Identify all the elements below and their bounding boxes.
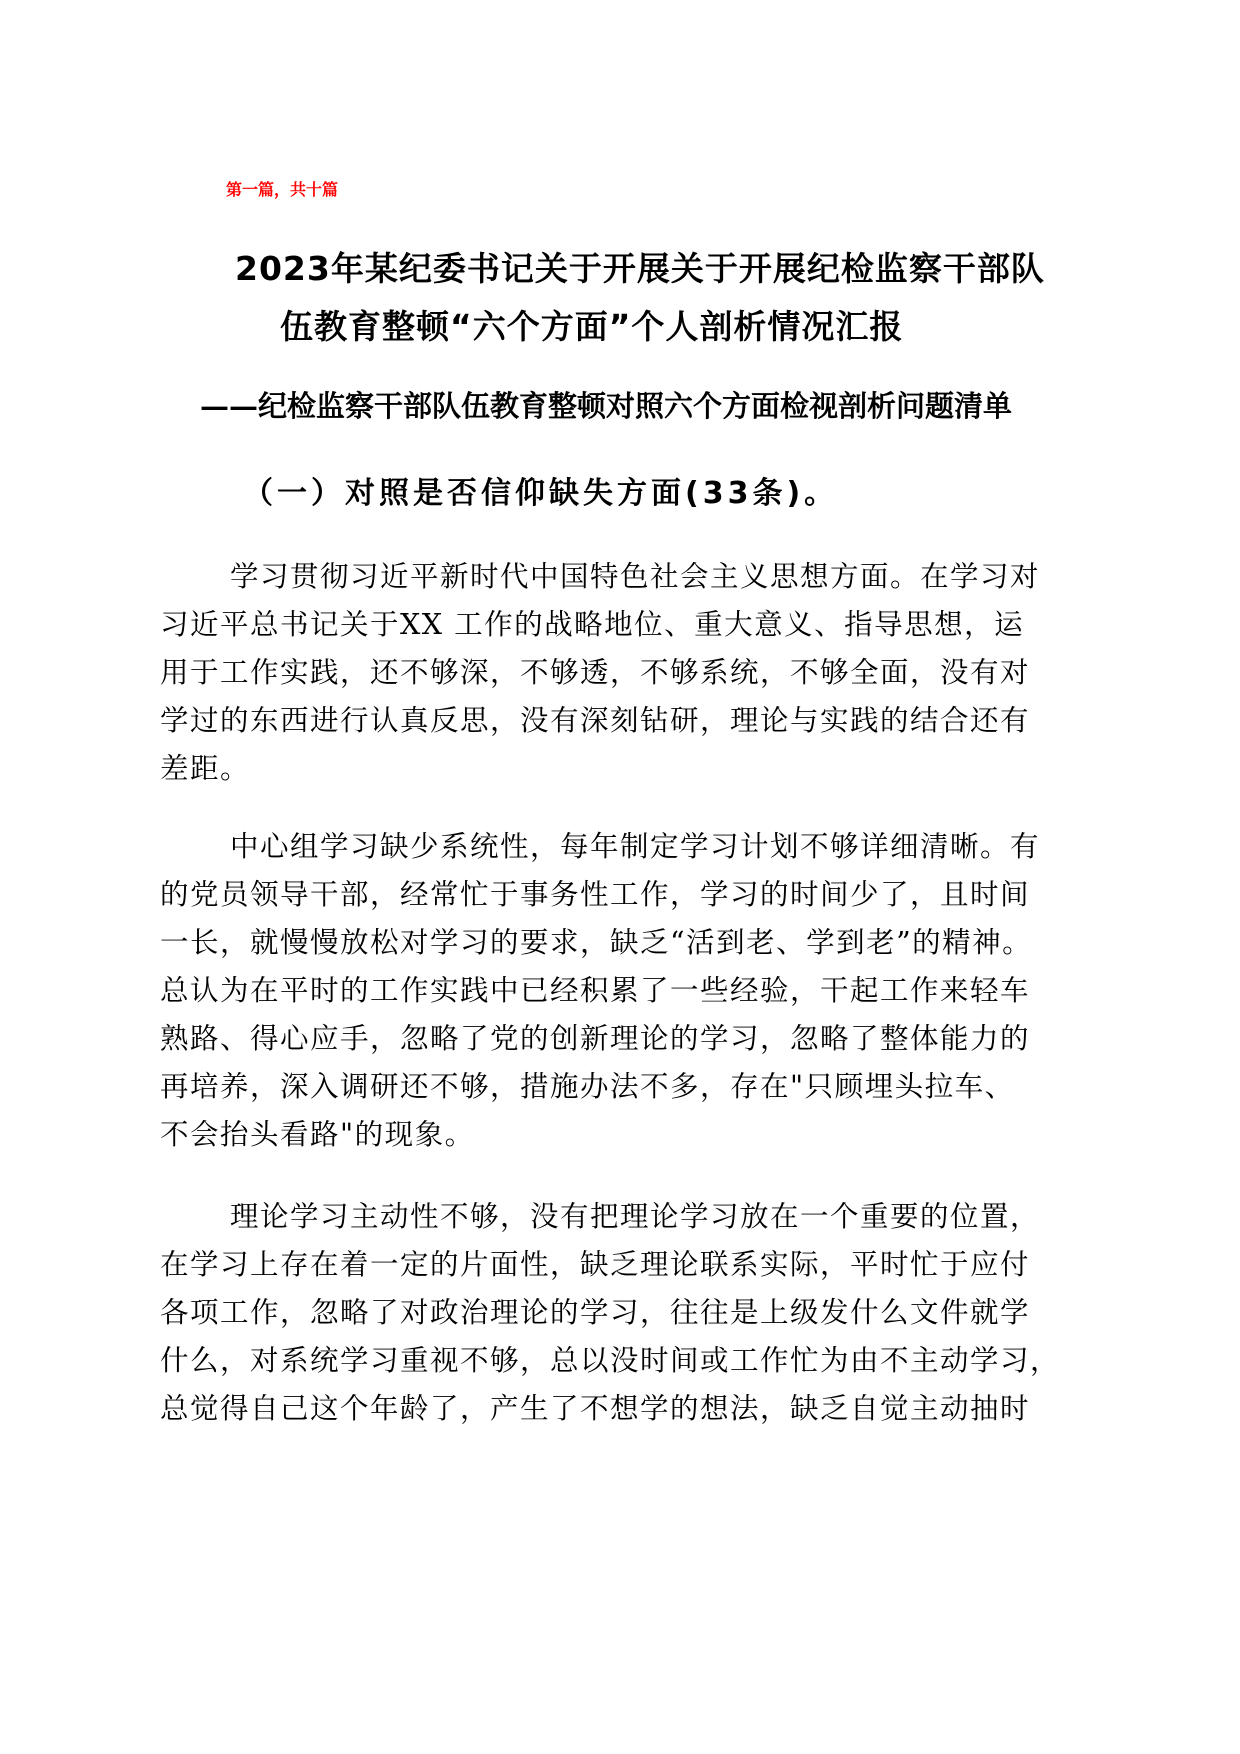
paragraph-line: 各项工作，忽略了对政治理论的学习，往往是上级发什么文件就学 [160, 1296, 1031, 1329]
paragraph-line: 的党员领导干部，经常忙于事务性工作，学习的时间少了，且时间 [160, 878, 1031, 911]
paragraph-line: 习近平总书记关于XX 工作的战略地位、重大意义、指导思想，运 [160, 608, 1025, 641]
paragraph-line: 一长，就慢慢放松对学习的要求，缺乏“活到老、学到老”的精神。 [160, 926, 1033, 959]
paragraph-line: 在学习上存在着一定的片面性，缺乏理论联系实际，平时忙于应付 [160, 1248, 1031, 1281]
document-title [235, 240, 1135, 356]
paragraph-line: 学习贯彻习近平新时代中国特色社会主义思想方面。在学习对 [230, 560, 1041, 593]
section-heading: （一）对照是否信仰缺失方面(33条)。 [243, 476, 839, 511]
document-subtitle: ——纪检监察干部队伍教育整顿对照六个方面检视剖析问题清单 [200, 389, 1013, 423]
paragraph-line: 中心组学习缺少系统性，每年制定学习计划不够详细清晰。有 [230, 830, 1041, 863]
paragraph-line: 用于工作实践，还不够深，不够透，不够系统，不够全面，没有对 [160, 656, 1031, 689]
paragraph-line: 学过的东西进行认真反思，没有深刻钻研，理论与实践的结合还有 [160, 704, 1031, 737]
title-line-2: 伍教育整顿“六个方面”个人剖析情况汇报 [280, 307, 904, 346]
body-paragraph [160, 1193, 1080, 1433]
series-tag: 第一篇，共十篇 [226, 180, 339, 199]
paragraph-line: 总认为在平时的工作实践中已经积累了一些经验，干起工作来轻车 [160, 974, 1031, 1007]
paragraph-line: 什么，对系统学习重视不够，总以没时间或工作忙为由不主动学习， [160, 1344, 1061, 1377]
title-line-1: 2023年某纪委书记关于开展关于开展纪检监察干部队 [235, 249, 1045, 288]
paragraph-line: 差距。 [160, 752, 251, 785]
body-paragraph [160, 823, 1080, 1159]
paragraph-line: 不会抬头看路"的现象。 [160, 1118, 475, 1151]
body-paragraph [160, 553, 1080, 793]
paragraph-line: 总觉得自己这个年龄了，产生了不想学的想法，缺乏自觉主动抽时 [160, 1392, 1031, 1425]
paragraph-line: 再培养，深入调研还不够，措施办法不多，存在"只顾埋头拉车、 [160, 1070, 1015, 1103]
paragraph-line: 熟路、得心应手，忽略了党的创新理论的学习，忽略了整体能力的 [160, 1022, 1031, 1055]
paragraph-line: 理论学习主动性不够，没有把理论学习放在一个重要的位置， [230, 1200, 1041, 1233]
